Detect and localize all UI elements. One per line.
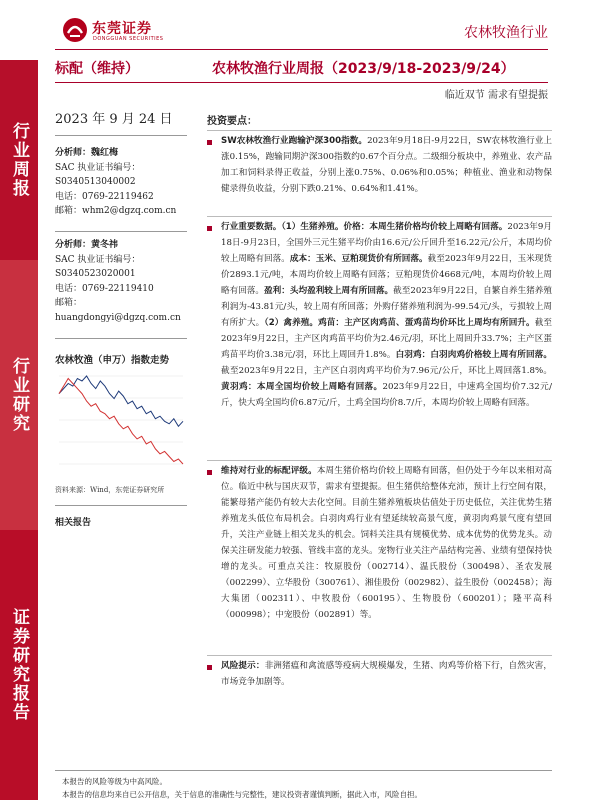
analyst-cert-label: SAC 执业证书编号：: [55, 162, 141, 173]
analyst-email[interactable]: huangdongyi@dgzq.com.cn: [55, 312, 181, 323]
analyst-phone: 电话：0769-22119410: [55, 283, 154, 294]
point-body: 本周生猪价格均价较上周略有回落，但仍处于今年以来相对高位。临近中秋与国庆双节，需求有望提振。但生猪供给整体充沛，预计上行空间有限，能繁母猪产能仍有较大去化空间。目前生猪养殖板块估值处于历史低位，关注优势生猪养殖龙头低位布局机会。白羽肉鸡行业有望延续较高景气度，黄羽肉鸡景气度有望回升，关注产业链上相关龙头的机会。饲料关注具有规模优势、成本优势的优势龙头。动保关注研发能力较强、管线丰富的龙头。宠物行业关注产品结构完善、业绩有望保持快增的龙头。可重点关注：牧原股份（002714）、温氏股份（300498）、圣农发展（002299）、立华股份（300761）、湘佳股份（002982）、益生股份（002458）；海大集团（002311）、中牧股份（600195）、生物股份（600201）；隆平高科（000998）；中宠股份（002891）等。: [221, 466, 552, 620]
report-title: 农林牧渔行业周报（2023/9/18-2023/9/24）: [212, 61, 515, 77]
analyst-divider: [55, 231, 187, 232]
logo-name-cn: 东莞证券: [92, 21, 152, 37]
analyst-name: 分析师：黄冬祎: [55, 240, 119, 250]
point-body: 截至2023年9月22日，主产区白羽肉鸡平均价为7.96元/公斤，环比上周回落1.8%。: [221, 366, 552, 376]
point-bold: SW农林牧渔行业跑输沪深300指数。: [221, 136, 368, 146]
index-trend-chart: [55, 370, 187, 470]
point-body: 非洲猪瘟和禽流感等疫病大规模爆发，生猪、肉鸡等价格下行，自然灾害，市场竞争加剧等。: [221, 661, 552, 687]
related-reports-heading: 相关报告: [55, 518, 92, 528]
bullet-icon: [207, 665, 212, 670]
analyst-phone: 电话：0769-22119462: [55, 191, 154, 202]
strip-block-research: [0, 260, 38, 530]
chart-series-line-1: [59, 376, 183, 426]
analyst-cert-label: SAC 执业证书编号：: [55, 254, 141, 265]
investment-points-heading: 投资要点：: [207, 116, 257, 127]
key-point-4: [207, 655, 552, 697]
analyst-card-1: [55, 146, 176, 219]
industry-label: 农林牧渔行业: [464, 25, 548, 41]
point-body: 截至2023年9月22日，玉米现货价2893.1元/吨，本周均价较上周略有回落；豆粕现货价4668元/吨，本周均价较上周略有回落。: [221, 254, 552, 296]
logo-name-en: DONGGUAN SECURITIES: [93, 36, 164, 42]
point-body: 2023年9月18日-9月22日，SW农林牧渔行业上涨0.15%，跑输同期沪深300指数约0.67个百分点。二级细分板块中，养殖业、农产品加工和饲料录得正收益，分别上涨0.75%、0.06%和0.05%；种植业、渔业和动物保健录得负收益，分别下跌0.21%、0.64%和1.41%。: [221, 136, 552, 194]
analyst-cert-no: S0340523020001: [55, 269, 136, 279]
point-bold: 行业重要数据。（1）生猪养殖。价格：本周生猪价格均价较上周略有回落。: [221, 222, 508, 232]
chart-source: 资料来源：Wind，东莞证券研究所: [55, 486, 165, 494]
analyst-email-label: 邮箱：: [55, 298, 83, 308]
point-body: 2023年9月22日，中速鸡全国均价7.32元/斤，快大鸡全国均价6.87元/斤，土鸡全国均价8.7/斤，本周均价较上周略有回落。: [221, 382, 552, 408]
divider: [207, 130, 552, 131]
strip-block-weekly: [0, 60, 38, 260]
analyst-cert-no: S0340513040002: [55, 177, 136, 187]
analyst-card-2: [55, 238, 181, 325]
analyst-divider: [55, 338, 187, 339]
point-text: [221, 219, 552, 411]
point-body: 2023年9月18日-9月23日，全国外三元生猪平均价由16.6元/公斤回升至16.22元/公斤，本周均价较上周略有回落。: [221, 222, 552, 264]
key-point-1: [207, 130, 552, 212]
bullet-icon: [207, 140, 212, 145]
point-bold: 黄羽鸡：本周全国均价较上周略有回落。: [221, 382, 383, 392]
side-strip: [0, 60, 38, 800]
date-divider: [55, 135, 187, 136]
strip-label-report: 证券研究报告: [9, 608, 29, 722]
logo-mark-icon: [62, 17, 88, 43]
bullet-icon: [207, 226, 212, 231]
point-body: 截至2023年9月22日，主产区肉鸡苗平均价为2.46元/羽，环比上周回升33.7%；主产区蛋鸡苗平均价3.38元/羽，环比上周回升1.8%。: [221, 318, 552, 360]
title-divider: [55, 82, 548, 83]
chart-title: 农林牧渔（申万）指数走势: [55, 355, 170, 366]
divider: [207, 655, 552, 656]
point-text: [221, 133, 552, 197]
strip-block-report: [0, 530, 38, 800]
point-bold: 维持对行业的标配评级。: [221, 466, 317, 476]
point-bold: 盈利：头均盈利较上周有所回落。: [264, 286, 394, 296]
footer-divider: [55, 770, 552, 771]
report-subtitle: 临近双节 需求有望提振: [444, 90, 548, 101]
report-date: 2023 年 9 月 24 日: [55, 112, 173, 127]
point-text: [221, 463, 552, 623]
bullet-icon: [207, 470, 212, 475]
divider: [207, 216, 552, 217]
point-body: 截至2023年9月22日，自繁自养生猪养殖利润为-43.81元/头，较上周有所回落；外购仔猪养殖利润为-99.54元/头，亏损较上周有所扩大。: [221, 286, 552, 328]
point-bold: 成本：玉米、豆粕现货价有所回落。: [289, 254, 428, 264]
point-bold: （2）禽养殖。鸡苗：主产区肉鸡苗、蛋鸡苗均价环比上周均有所回升。: [264, 318, 535, 328]
footer-risk-level: 本报告的风险等级为中高风险。: [62, 777, 167, 786]
divider: [207, 460, 552, 461]
point-bold: 风险提示：: [221, 661, 265, 671]
key-point-2: [207, 216, 552, 456]
analyst-name: 分析师：魏红梅: [55, 148, 119, 158]
point-bold: 白羽鸡：白羽肉鸡价格较上周有所回落。: [395, 350, 552, 360]
strip-label-research: 行业研究: [9, 357, 29, 433]
analyst-email[interactable]: 邮箱：whm2@dgzq.com.cn: [55, 206, 177, 216]
key-point-3: [207, 460, 552, 652]
header-divider: [55, 49, 548, 50]
chart-divider: [55, 505, 187, 506]
rating: 标配（维持）: [55, 61, 139, 77]
strip-label-weekly: 行业周报: [9, 122, 29, 198]
point-text: [221, 658, 552, 690]
company-logo: [62, 14, 177, 48]
footer-disclaimer: 本报告的信息均来自已公开信息，关于信息的准确性与完整性，建议投资者谨慎判断，据此入市，风险自担。: [62, 790, 422, 799]
